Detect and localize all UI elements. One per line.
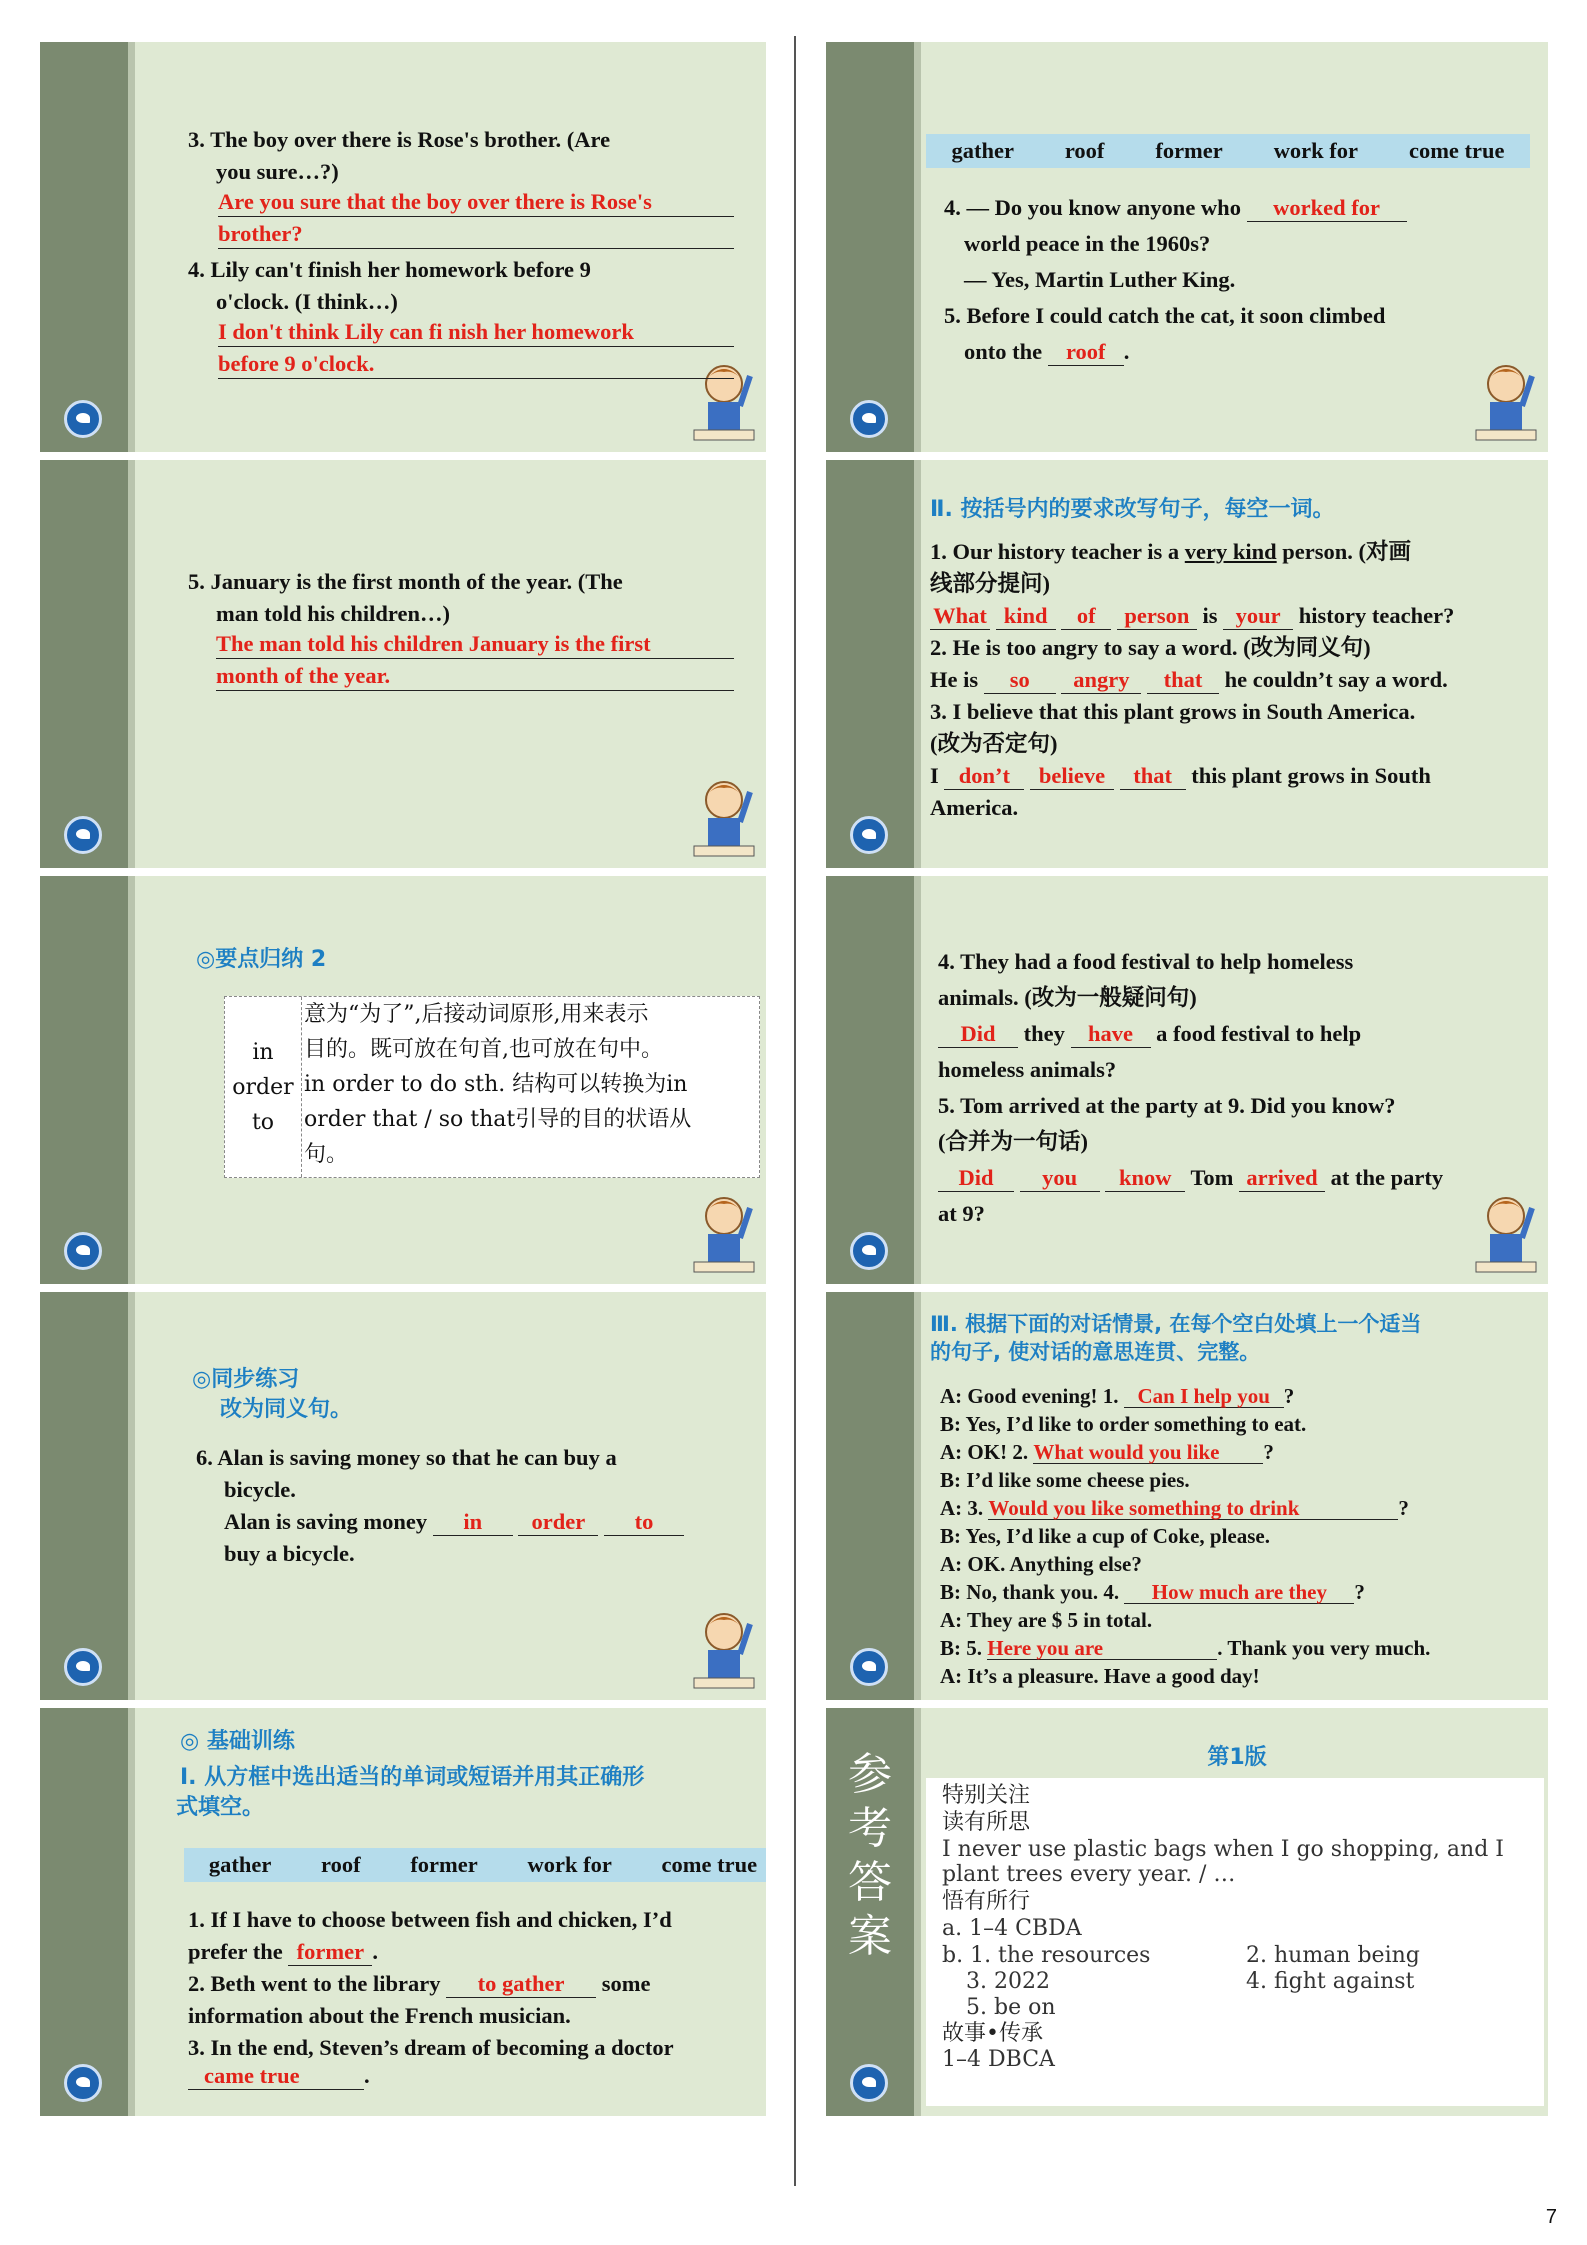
blank: believe	[1030, 763, 1114, 790]
school-logo-icon	[64, 1648, 102, 1686]
side-band	[40, 460, 128, 868]
blank: angry	[1061, 667, 1141, 694]
blank: arrived	[1239, 1165, 1325, 1192]
blank: Did	[938, 1021, 1018, 1048]
answer-key-box	[926, 1778, 1544, 2106]
blank: don’t	[944, 763, 1024, 790]
blank: that	[1147, 667, 1219, 694]
dialog-line-9: A: They are $ 5 in total.	[940, 1608, 1153, 1632]
answer-1-text-end: history teacher?	[1298, 603, 1455, 628]
answer-4-line-1: I don't think Lily can fi nish her homework	[218, 318, 734, 347]
blank: know	[1105, 1165, 1185, 1192]
answer-4-cont: homeless animals?	[938, 1057, 1117, 1082]
school-logo-icon	[850, 2064, 888, 2102]
heading-1: 特别关注	[942, 1783, 1031, 1808]
blank-1: Can I help you	[1124, 1385, 1284, 1408]
instruction-line-2: 式填空。	[176, 1795, 265, 1820]
dialog-text: B: 5.	[940, 1636, 982, 1660]
section-title: Ⅱ. 按括号内的要求改写句子，每空一词。	[930, 497, 1335, 522]
question-2	[188, 1968, 650, 2000]
side-band	[40, 1708, 128, 2116]
question-1-text-end: person. (对画	[1282, 539, 1412, 564]
blank-5: roof	[1048, 339, 1124, 366]
answer-5-text: Tom	[1190, 1165, 1234, 1190]
question-1	[930, 536, 1411, 568]
word-item: come true	[661, 1852, 758, 1877]
question-mark: ?	[1398, 1496, 1409, 1520]
question-4: 4. Lily can't finish her homework before 9	[188, 257, 591, 282]
dialog-line-10	[940, 1634, 1430, 1662]
answer-4-text-end: a food festival to help	[1156, 1021, 1362, 1046]
grammar-note-4: order that / so that引导的目的状语从	[304, 1107, 692, 1132]
word-item: gather	[951, 138, 1014, 163]
word-item: come true	[1408, 138, 1505, 163]
answer-3-text: I	[930, 763, 939, 788]
question-6-end: buy a bicycle.	[224, 1541, 355, 1566]
dialog-text: B: No, thank you. 4.	[940, 1580, 1120, 1604]
slide-1	[40, 42, 766, 452]
section-title: ◎同步练习	[192, 1367, 300, 1392]
section-title-2: 的句子, 使对话的意思连贯、完整。	[930, 1340, 1261, 1364]
word-item: work for	[527, 1852, 612, 1877]
instruction-line-1: Ⅰ. 从方框中选出适当的单词或短语并用其正确形	[180, 1765, 645, 1790]
school-logo-icon	[64, 400, 102, 438]
side-band	[826, 1292, 914, 1700]
text-4: b. 1. the resources	[942, 1943, 1151, 1968]
word-item: roof	[321, 1852, 361, 1877]
blank: person	[1117, 603, 1197, 630]
school-logo-icon	[64, 2064, 102, 2102]
heading-4: 故事•传承	[942, 2021, 1043, 2046]
question-6-rewrite	[224, 1506, 684, 1538]
blank-4: worked for	[1247, 195, 1407, 222]
section-title-1: Ⅲ. 根据下面的对话情景, 在每个空白处填上一个适当	[930, 1312, 1422, 1336]
question-1-note: 线部分提问)	[930, 571, 1050, 596]
text-3: a. 1–4 CBDA	[942, 1916, 1082, 1941]
dialog-line-2: B: Yes, I’d like to order something to eat.	[940, 1412, 1307, 1436]
text-5-right: 4. fight against	[1246, 1969, 1415, 1994]
question-5: 5. Tom arrived at the party at 9. Did you know?	[938, 1093, 1396, 1118]
side-band	[40, 42, 128, 452]
blank-5: Here you are	[987, 1637, 1217, 1660]
dialog-line-3	[940, 1438, 1274, 1466]
question-1: 1. If I have to choose between fish and chicken, I’d	[188, 1907, 672, 1932]
question-3: 3. In the end, Steven’s dream of becoming a doctor	[188, 2035, 674, 2060]
text-1: I never use plastic bags when I go shopping, and I	[942, 1837, 1504, 1862]
question-3-cont	[188, 2060, 370, 2092]
question-3-hint: you sure…?)	[216, 159, 339, 184]
school-logo-icon	[850, 816, 888, 854]
answer-3	[930, 760, 1431, 792]
blank: that	[1120, 763, 1186, 790]
question-1-cont	[188, 1936, 378, 1968]
question-5: 5. January is the first month of the year. (The	[188, 569, 623, 594]
side-band	[826, 460, 914, 868]
text-2: plant trees every year. / …	[942, 1862, 1236, 1887]
dialog-line-6: B: Yes, I’d like a cup of Coke, please.	[940, 1524, 1270, 1548]
question-3: 3. The boy over there is Rose's brother. (Are	[188, 127, 611, 152]
answer-2-text-end: he couldn’t say a word.	[1224, 667, 1448, 692]
blank-2: to gather	[446, 1971, 596, 1998]
blank-2: What would you like	[1033, 1441, 1263, 1464]
question-2-text: 2. Beth went to the library	[188, 1971, 441, 1996]
page-number: 7	[1545, 2206, 1557, 2228]
grammar-term: in order to	[225, 997, 302, 1177]
question-4: 4. They had a food festival to help homeless	[938, 949, 1354, 974]
period: .	[1123, 339, 1130, 364]
question-4-answer: — Yes, Martin Luther King.	[964, 267, 1236, 292]
answer-1	[930, 600, 1454, 632]
answer-3-cont: America.	[930, 795, 1019, 820]
question-5-note: (合并为一句话)	[938, 1129, 1088, 1154]
word-item: roof	[1064, 138, 1105, 163]
section-title: ◎要点归纳 2	[196, 947, 327, 972]
question-mark: ?	[1354, 1580, 1365, 1604]
answer-5-line-1: The man told his children January is the first	[216, 630, 734, 659]
dialog-line-7: A: OK. Anything else?	[940, 1552, 1142, 1576]
word-box	[926, 134, 1530, 168]
question-6: 6. Alan is saving money so that he can buy a	[196, 1445, 617, 1470]
dialog-line-4: B: I’d like some cheese pies.	[940, 1468, 1190, 1492]
blank: Did	[938, 1165, 1014, 1192]
slide-6	[826, 42, 1548, 452]
answer-5-line-2: month of the year.	[216, 662, 734, 691]
period: .	[372, 1939, 379, 1964]
school-logo-icon	[850, 1648, 888, 1686]
dialog-line-5	[940, 1494, 1409, 1522]
blank: What	[930, 603, 990, 630]
blank-4: How much are they	[1124, 1581, 1354, 1604]
word-box	[184, 1848, 766, 1882]
blank: of	[1061, 603, 1111, 630]
answer-2-text: He is	[930, 667, 979, 692]
dialog-text: A: Good evening! 1.	[940, 1384, 1119, 1408]
question-4-text: 4. — Do you know anyone who	[944, 195, 1241, 220]
answer-5-cont: at 9?	[938, 1201, 985, 1226]
answer-3-line-2: brother?	[218, 220, 734, 249]
question-2-cont: information about the French musician.	[188, 2003, 571, 2028]
question-4	[944, 192, 1407, 224]
side-band	[40, 1292, 128, 1700]
question-1-text: prefer the	[188, 1939, 283, 1964]
grammar-note-3: in order to do sth. 结构可以转换为in	[304, 1072, 688, 1097]
school-logo-icon	[850, 400, 888, 438]
period: .	[364, 2063, 370, 2088]
question-2: 2. He is too angry to say a word. (改为同义句)	[930, 635, 1371, 660]
school-logo-icon	[64, 816, 102, 854]
blank: your	[1223, 603, 1293, 630]
slide-3	[40, 876, 766, 1284]
blank-1: in	[433, 1509, 513, 1536]
question-mark: ?	[1283, 1384, 1295, 1408]
slide-4	[40, 1292, 766, 1700]
question-5-text: onto the	[964, 339, 1043, 364]
dialog-text: A: OK! 2.	[940, 1440, 1029, 1464]
heading-3: 悟有所行	[942, 1889, 1031, 1914]
side-band	[826, 42, 914, 452]
blank: you	[1020, 1165, 1100, 1192]
question-6-cont: bicycle.	[224, 1477, 296, 1502]
text-5: 3. 2022	[966, 1969, 1050, 1994]
edition-title: 第1版	[1207, 1745, 1267, 1770]
side-band	[40, 876, 128, 1284]
dialog-text: A: 3.	[940, 1496, 984, 1520]
answer-2	[930, 664, 1448, 696]
text-6: 5. be on	[966, 1995, 1056, 2020]
answer-5	[938, 1162, 1443, 1194]
question-5-cont	[964, 336, 1129, 368]
blank-1: former	[288, 1939, 372, 1966]
dialog-text-end: . Thank you very much.	[1217, 1636, 1431, 1660]
question-1-text: 1. Our history teacher is a	[930, 539, 1180, 564]
word-item: gather	[208, 1852, 272, 1877]
blank-3: Would you like something to drink	[988, 1497, 1398, 1520]
question-mark: ?	[1263, 1440, 1274, 1464]
dialog-line-11: A: It’s a pleasure. Have a good day!	[940, 1664, 1260, 1688]
dialog-line-8	[940, 1578, 1365, 1606]
dialog-line-1	[940, 1382, 1294, 1410]
answer-3-line-1: Are you sure that the boy over there is Rose's	[218, 188, 734, 217]
school-logo-icon	[64, 1232, 102, 1270]
grammar-note-5: 句。	[304, 1142, 349, 1167]
question-3: 3. I believe that this plant grows in South America.	[930, 699, 1416, 724]
blank-3: came true	[188, 2063, 364, 2090]
slide-5	[40, 1708, 766, 2116]
question-4-note: animals. (改为一般疑问句)	[938, 985, 1197, 1010]
question-5: 5. Before I could catch the cat, it soon climbed	[944, 303, 1386, 328]
slide-10	[826, 1708, 1548, 2116]
blank: kind	[996, 603, 1056, 630]
side-band	[826, 876, 914, 1284]
slide-7	[826, 460, 1548, 868]
slide-8	[826, 876, 1548, 1284]
section-subtitle: 改为同义句。	[220, 1397, 353, 1422]
word-item: former	[1155, 138, 1223, 163]
question-3-note: (改为否定句)	[930, 731, 1058, 756]
rewrite-start: Alan is saving money	[224, 1509, 428, 1534]
grammar-note-1: 意为“为了”,后接动词原形,用来表示	[304, 1002, 649, 1027]
answer-1-text: is	[1202, 603, 1218, 628]
grammar-note-2: 目的。既可放在句首,也可放在句中。	[304, 1037, 663, 1062]
slide-2	[40, 460, 766, 868]
question-5-hint: man told his children…)	[216, 601, 450, 626]
answer-4	[938, 1018, 1361, 1050]
underlined-phrase: very kind	[1184, 539, 1277, 564]
answer-3-text-end: this plant grows in South	[1191, 763, 1431, 788]
question-4-hint: o'clock. (I think…)	[216, 289, 398, 314]
word-item: work for	[1273, 138, 1359, 163]
answer-4-line-2: before 9 o'clock.	[218, 350, 734, 379]
answer-key-label: 参考答案	[848, 1749, 892, 1962]
section-title: ◎ 基础训练	[180, 1729, 295, 1754]
text-7: 1–4 DBCA	[942, 2047, 1055, 2072]
text-4-right: 2. human being	[1246, 1943, 1420, 1968]
blank-2: order	[518, 1509, 598, 1536]
blank: have	[1071, 1021, 1151, 1048]
question-2-text-end: some	[601, 1971, 651, 1996]
question-4-cont: world peace in the 1960s?	[964, 231, 1211, 256]
blank-3: to	[604, 1509, 684, 1536]
answer-4-text: they	[1023, 1021, 1065, 1046]
page-divider	[794, 36, 796, 2186]
word-item: former	[410, 1852, 478, 1877]
school-logo-icon	[850, 1232, 888, 1270]
answer-5-text-end: at the party	[1330, 1165, 1444, 1190]
blank: so	[984, 667, 1056, 694]
heading-2: 读有所思	[942, 1810, 1031, 1835]
grammar-table	[224, 996, 760, 1178]
slide-9	[826, 1292, 1548, 1700]
